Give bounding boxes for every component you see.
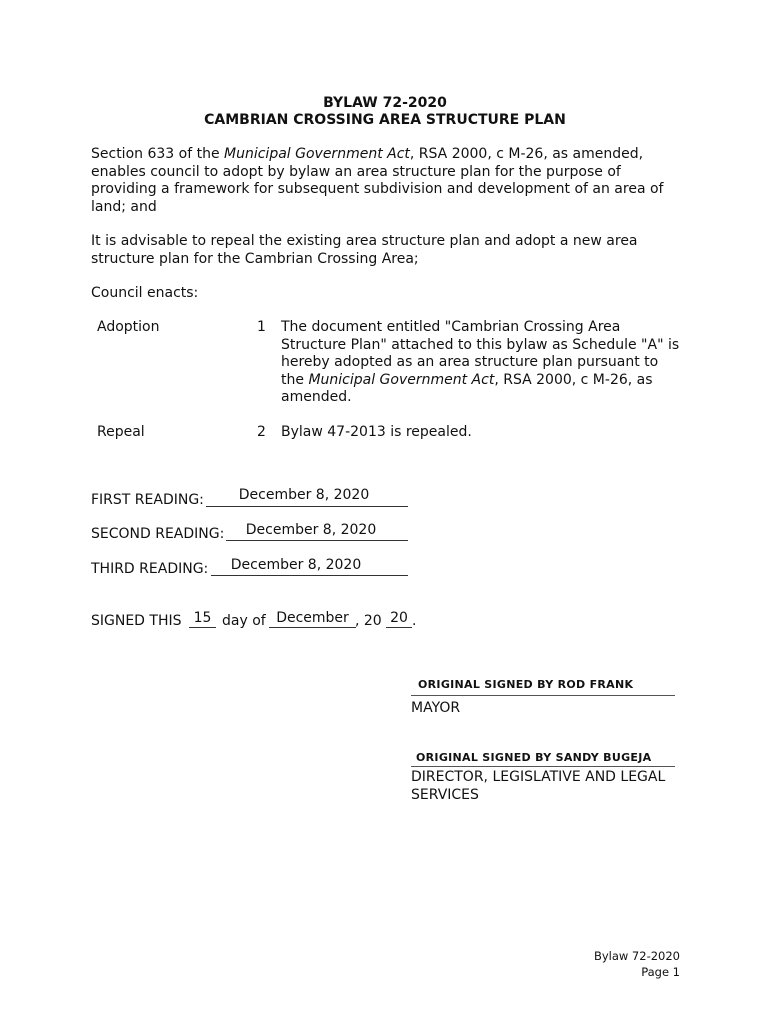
signed-year-line — [386, 627, 412, 628]
footer-page-number: Page 1 — [641, 965, 680, 979]
section-text-adoption — [281, 319, 681, 407]
section-text: , RSA 2000, c M-26, as amended. — [281, 371, 653, 405]
signed-day-of-label: day of — [222, 613, 266, 629]
preamble-paragraph-1 — [91, 146, 671, 216]
third-reading-label: THIRD READING: — [91, 561, 209, 577]
signed-day: 15 — [193, 610, 212, 626]
mayor-title: MAYOR — [411, 700, 461, 716]
second-reading-date: December 8, 2020 — [245, 522, 377, 538]
section-text: The document entitled "Cambrian Crossing Area Structure Plan" attached to this bylaw as Schedule "A" is hereby adopted as an area structure plan pursuant to the — [281, 319, 680, 388]
signed-year-prefix: , 20 — [355, 613, 382, 629]
signed-month: December — [276, 610, 349, 626]
section-label-adoption: Adoption — [97, 319, 160, 335]
preamble-text: Section 633 of the — [91, 146, 225, 162]
second-reading-line — [226, 540, 408, 541]
section-number-2: 2 — [257, 424, 266, 440]
signed-day-line — [189, 627, 216, 628]
first-reading-line — [206, 506, 408, 507]
director-title: DIRECTOR, LEGISLATIVE AND LEGAL SERVICES — [411, 769, 666, 803]
bylaw-number: BYLAW 72-2020 — [323, 95, 447, 111]
section-label-repeal: Repeal — [97, 424, 145, 440]
preamble-paragraph-2: It is advisable to repeal the existing area structure plan and adopt a new area structure plan for the Cambrian Crossing Area; — [91, 233, 638, 267]
mayor-signature: ORIGINAL SIGNED BY ROD FRANK — [418, 678, 634, 691]
first-reading-date: December 8, 2020 — [238, 487, 370, 503]
section-text-repeal: Bylaw 47-2013 is repealed. — [281, 424, 472, 440]
third-reading-date: December 8, 2020 — [230, 557, 362, 573]
second-reading-label: SECOND READING: — [91, 526, 225, 542]
director-signature: ORIGINAL SIGNED BY SANDY BUGEJA — [416, 751, 652, 764]
section-number-1: 1 — [257, 319, 266, 335]
director-signature-line — [411, 766, 675, 767]
council-enacts: Council enacts: — [91, 285, 199, 301]
footer-bylaw-number: Bylaw 72-2020 — [593, 949, 680, 963]
mayor-signature-line — [411, 695, 675, 696]
signed-month-line — [269, 627, 356, 628]
first-reading-label: FIRST READING: — [91, 492, 204, 508]
preamble-text: , RSA 2000, c M-26, as amended, enables council to adopt by bylaw an area structure plan for the purpose of providing a framework for subsequent subdivision and development of an area of land; and — [91, 146, 664, 215]
third-reading-line — [211, 575, 408, 576]
signed-end-period: . — [412, 613, 417, 629]
act-name: Municipal Government Act — [224, 146, 410, 162]
signed-year: 20 — [390, 610, 408, 626]
page-footer — [594, 948, 680, 980]
act-name: Municipal Government Act — [308, 371, 495, 388]
document-title: CAMBRIAN CROSSING AREA STRUCTURE PLAN — [204, 112, 566, 128]
signed-this-label: SIGNED THIS — [91, 613, 182, 629]
